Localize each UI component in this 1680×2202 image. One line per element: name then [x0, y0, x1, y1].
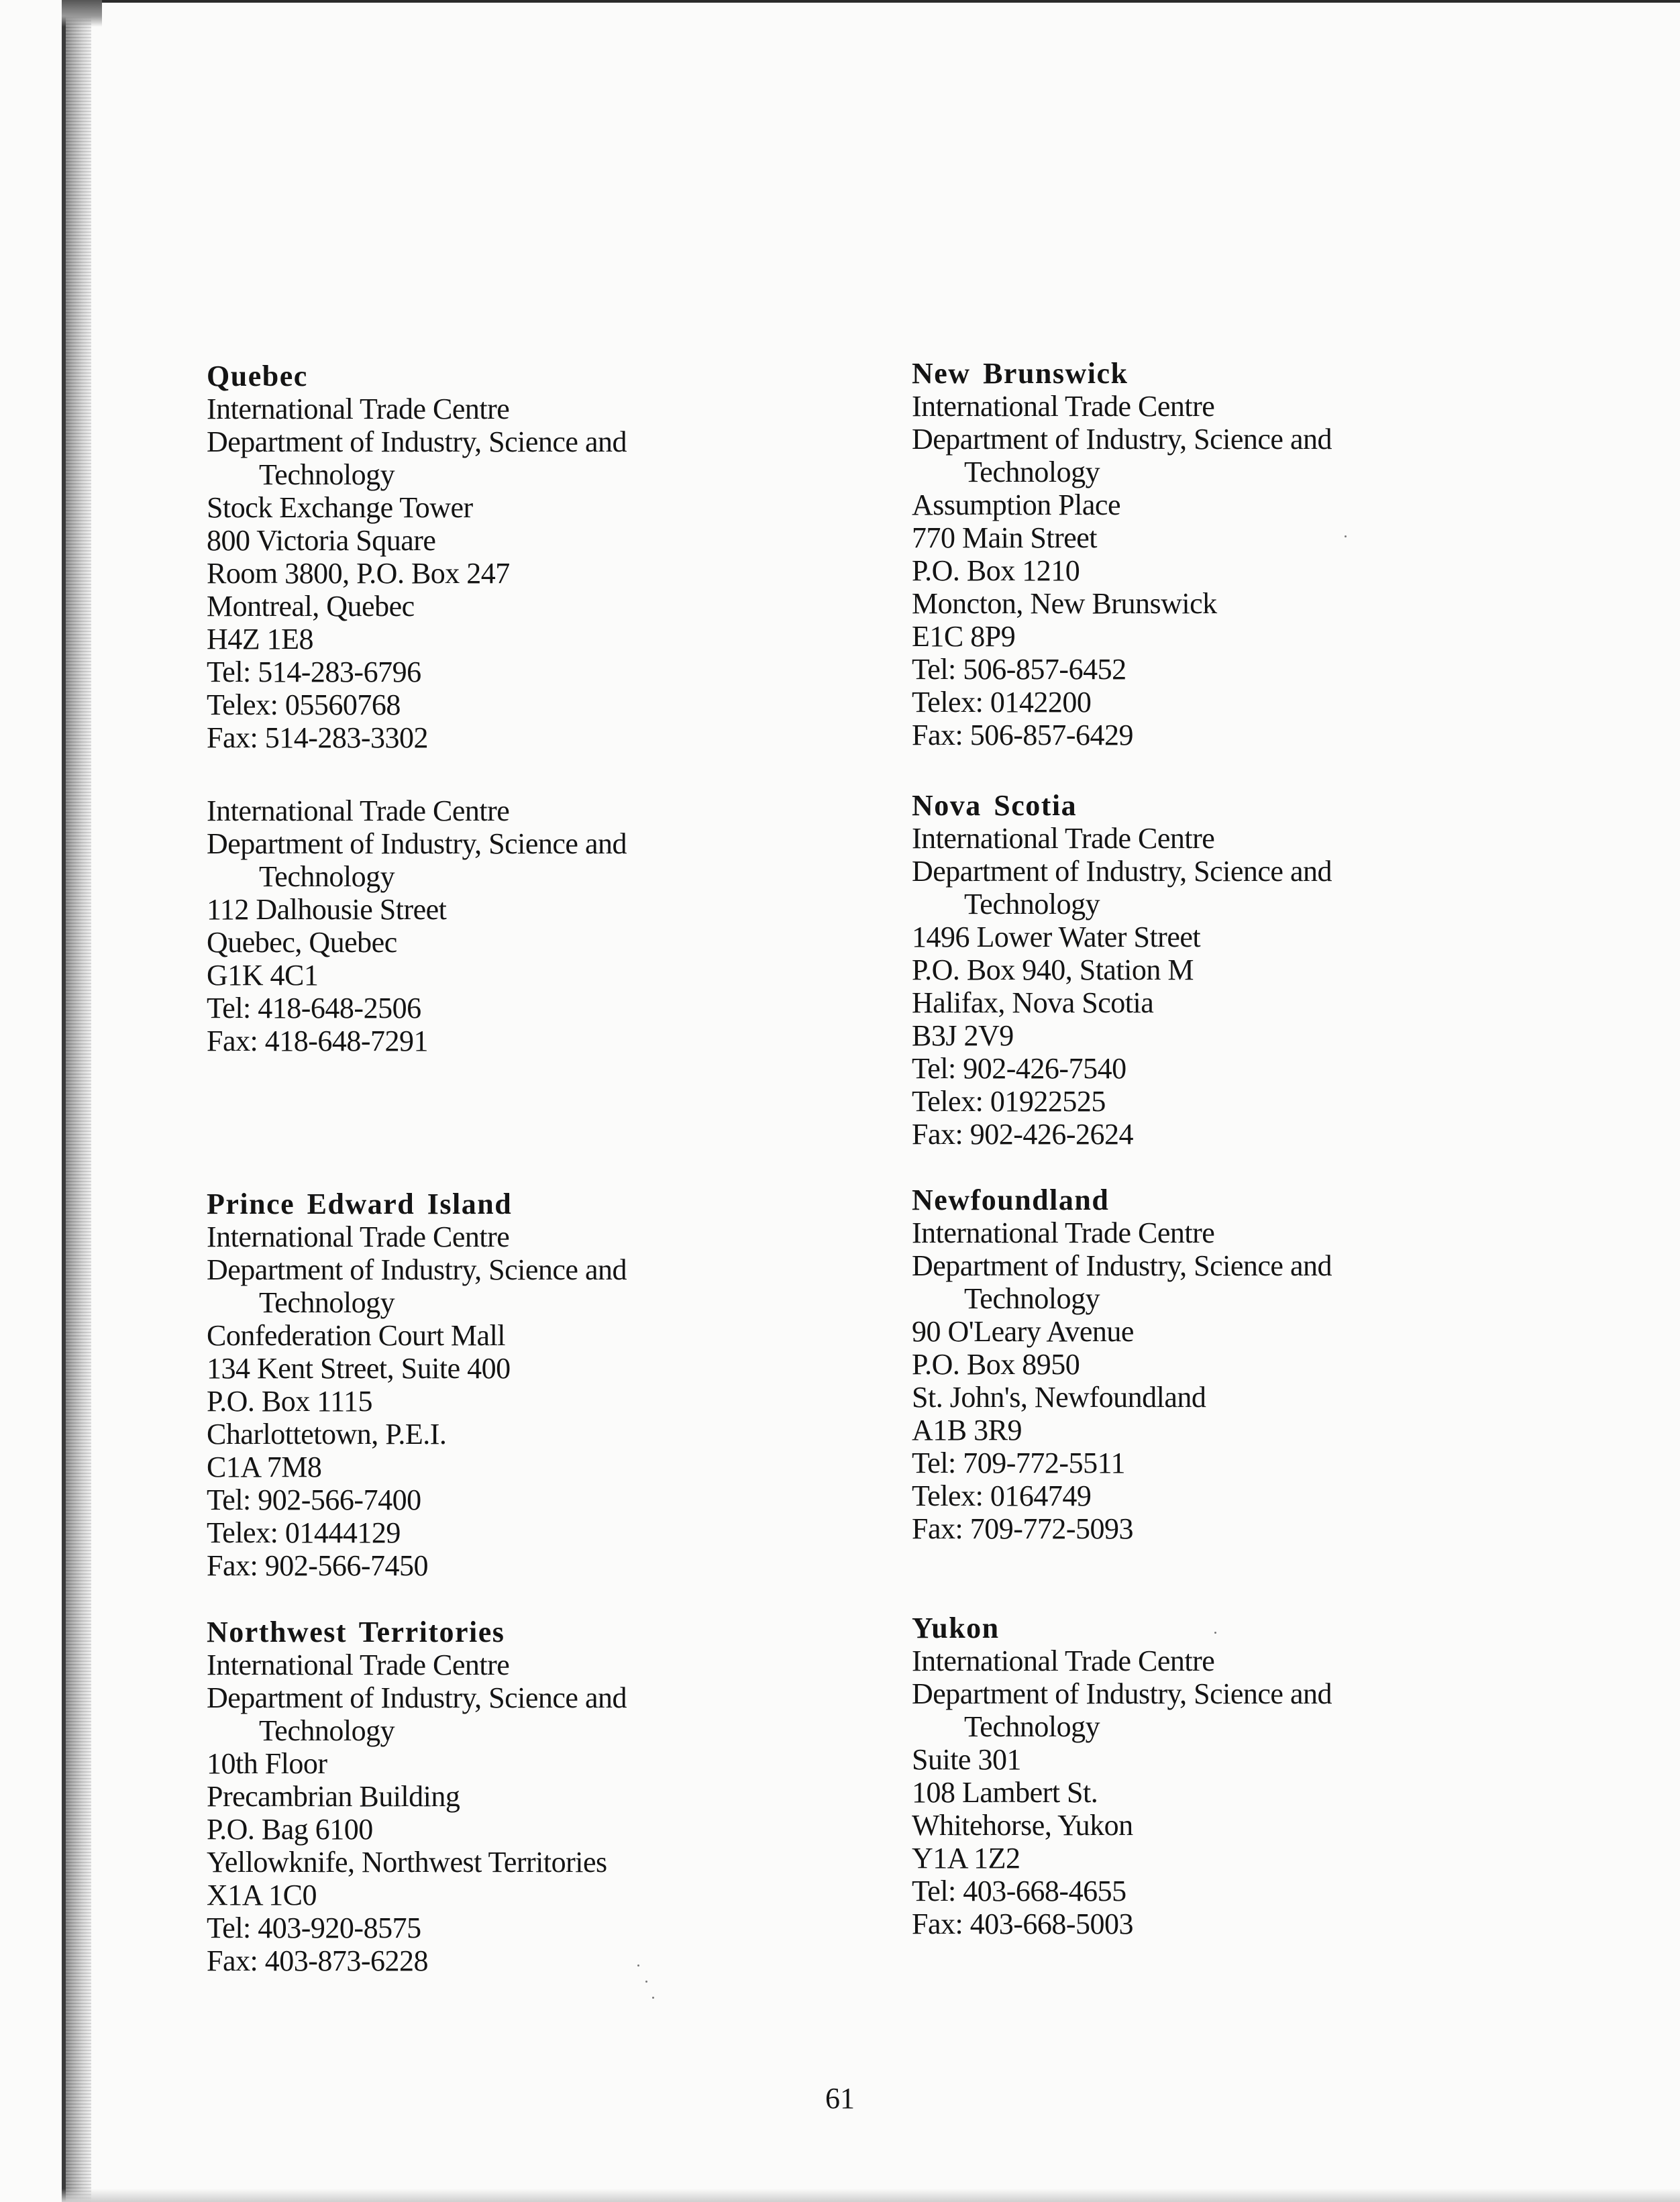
scan-speck	[1345, 535, 1347, 537]
entry-heading: Prince Edward Island	[207, 1188, 513, 1220]
entry-line: B3J 2V9	[912, 1019, 1014, 1052]
entry-line: Department of Industry, Science and	[207, 1681, 627, 1714]
entry-line: Department of Industry, Science and	[207, 425, 627, 458]
entry-line: Department of Industry, Science and	[207, 827, 627, 860]
entry-heading: Newfoundland	[912, 1184, 1110, 1216]
entry-line: Tel: 403-668-4655	[912, 1875, 1126, 1907]
entry-line: 770 Main Street	[912, 521, 1098, 554]
entry-line: Fax: 709-772-5093	[912, 1512, 1134, 1545]
entry-line: Technology	[259, 860, 395, 893]
entry-line: Montreal, Quebec	[207, 590, 415, 623]
entry-heading: Northwest Territories	[207, 1616, 505, 1648]
entry-line: Technology	[259, 1286, 395, 1319]
entry-line: International Trade Centre	[912, 1644, 1215, 1677]
entry-line: P.O. Box 940, Station M	[912, 953, 1194, 986]
entry-line: Technology	[964, 1282, 1100, 1315]
entry-prince-edward-island	[207, 1188, 627, 1582]
entry-quebec-montreal	[207, 360, 627, 754]
entry-line: 90 O'Leary Avenue	[912, 1315, 1134, 1348]
entry-line: International Trade Centre	[207, 392, 510, 425]
entry-line: Fax: 403-873-6228	[207, 1944, 429, 1977]
entry-line: X1A 1C0	[207, 1879, 317, 1911]
entry-line: Room 3800, P.O. Box 247	[207, 557, 510, 590]
entry-line: Fax: 403-668-5003	[912, 1907, 1134, 1940]
entry-line: Tel: 709-772-5511	[912, 1447, 1125, 1479]
entry-newfoundland	[912, 1184, 1332, 1545]
entry-line: 1496 Lower Water Street	[912, 921, 1201, 953]
scan-speck	[637, 1964, 639, 1967]
entry-line: Halifax, Nova Scotia	[912, 986, 1154, 1019]
entry-line: E1C 8P9	[912, 620, 1016, 653]
entry-line: Technology	[964, 456, 1100, 488]
entry-heading: Yukon	[912, 1612, 1000, 1644]
entry-line: G1K 4C1	[207, 959, 319, 992]
entry-line: P.O. Box 1115	[207, 1385, 372, 1418]
entry-line: Tel: 902-566-7400	[207, 1483, 421, 1516]
entry-line: Precambrian Building	[207, 1780, 460, 1813]
entry-line: Fax: 418-648-7291	[207, 1025, 429, 1057]
entry-line: Technology	[964, 1710, 1100, 1743]
entry-line: Technology	[259, 458, 395, 491]
scan-speck	[645, 1981, 647, 1983]
entry-heading: Nova Scotia	[912, 789, 1078, 822]
entry-line: International Trade Centre	[912, 1216, 1215, 1249]
entry-line: H4Z 1E8	[207, 623, 314, 656]
entry-line: Moncton, New Brunswick	[912, 587, 1217, 620]
entry-quebec-city	[207, 794, 627, 1057]
entry-line: C1A 7M8	[207, 1451, 322, 1483]
entry-line: St. John's, Newfoundland	[912, 1381, 1206, 1414]
entry-line: Yellowknife, Northwest Territories	[207, 1846, 607, 1879]
entry-line: Suite 301	[912, 1743, 1021, 1776]
entry-line: 10th Floor	[207, 1747, 327, 1780]
entry-line: International Trade Centre	[207, 1648, 510, 1681]
entry-line: Tel: 403-920-8575	[207, 1911, 421, 1944]
top-corner-shadow	[62, 0, 102, 27]
entry-northwest-territories	[207, 1616, 627, 1977]
entry-line: Telex: 0164749	[912, 1479, 1092, 1512]
entry-line: Assumption Place	[912, 488, 1120, 521]
entry-line: International Trade Centre	[207, 1220, 510, 1253]
entry-line: Confederation Court Mall	[207, 1319, 506, 1352]
entry-line: Y1A 1Z2	[912, 1842, 1020, 1875]
entry-line: P.O. Bag 6100	[207, 1813, 373, 1846]
entry-line: Stock Exchange Tower	[207, 491, 473, 524]
entry-line: Telex: 01444129	[207, 1516, 401, 1549]
entry-line: Telex: 05560768	[207, 688, 401, 721]
entry-line: Fax: 902-426-2624	[912, 1118, 1134, 1151]
entry-line: Department of Industry, Science and	[207, 1253, 627, 1286]
page-number: 61	[825, 2082, 855, 2115]
entry-line: Quebec, Quebec	[207, 926, 397, 959]
entry-line: Whitehorse, Yukon	[912, 1809, 1133, 1842]
entry-yukon	[912, 1612, 1332, 1940]
entry-line: Department of Industry, Science and	[912, 1249, 1332, 1282]
entry-line: Fax: 902-566-7450	[207, 1549, 429, 1582]
entry-line: Department of Industry, Science and	[912, 855, 1332, 888]
entry-line: Tel: 506-857-6452	[912, 653, 1126, 686]
scan-speck	[1214, 1632, 1216, 1634]
entry-line: Telex: 0142200	[912, 686, 1092, 719]
bottom-page-edge	[62, 2189, 1680, 2202]
entry-line: International Trade Centre	[912, 822, 1215, 855]
entry-line: Tel: 418-648-2506	[207, 992, 421, 1025]
top-page-edge	[62, 0, 1680, 3]
page-edge-shadow	[62, 0, 66, 2202]
entry-line: 108 Lambert St.	[912, 1776, 1098, 1809]
entry-line: Fax: 506-857-6429	[912, 719, 1134, 751]
entry-line: P.O. Box 1210	[912, 554, 1080, 587]
entry-line: International Trade Centre	[207, 794, 510, 827]
entry-line: International Trade Centre	[912, 390, 1215, 423]
entry-line: Department of Industry, Science and	[912, 423, 1332, 456]
entry-line: Department of Industry, Science and	[912, 1677, 1332, 1710]
entry-heading: Quebec	[207, 360, 308, 392]
entry-line: Fax: 514-283-3302	[207, 721, 429, 754]
entry-new-brunswick	[912, 357, 1332, 751]
entry-nova-scotia	[912, 789, 1332, 1151]
entry-line: Tel: 514-283-6796	[207, 656, 421, 688]
scan-speck	[652, 1997, 654, 1999]
entry-line: 112 Dalhousie Street	[207, 893, 447, 926]
entry-line: Technology	[964, 888, 1100, 921]
entry-heading: New Brunswick	[912, 357, 1128, 390]
entry-line: P.O. Box 8950	[912, 1348, 1080, 1381]
entry-line: A1B 3R9	[912, 1414, 1022, 1447]
entry-line: Technology	[259, 1714, 395, 1747]
entry-line: Telex: 01922525	[912, 1085, 1106, 1118]
entry-line: Charlottetown, P.E.I.	[207, 1418, 447, 1451]
entry-line: 134 Kent Street, Suite 400	[207, 1352, 511, 1385]
entry-line: 800 Victoria Square	[207, 524, 436, 557]
entry-line: Tel: 902-426-7540	[912, 1052, 1126, 1085]
binding-spine	[62, 0, 91, 2202]
